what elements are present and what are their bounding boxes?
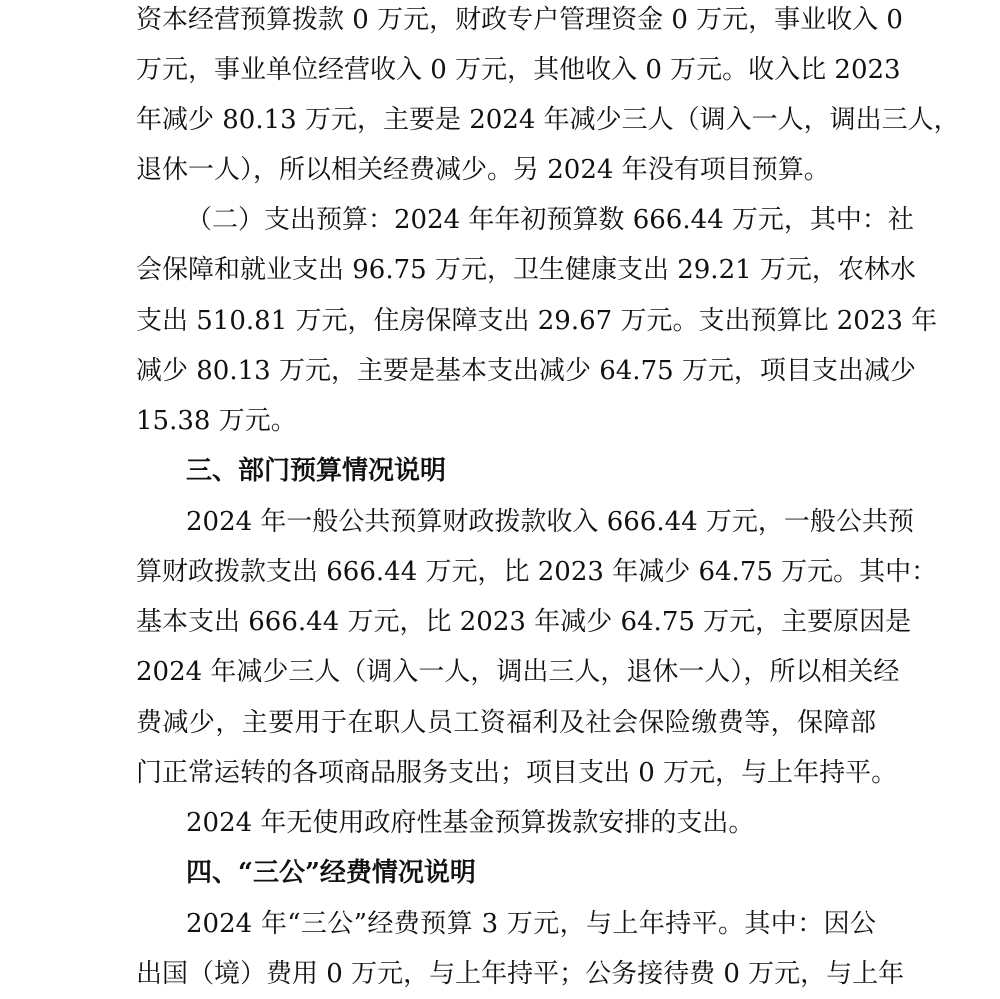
paragraph-line: 算财政拨款支出 666.44 万元，比 2023 年减少 64.75 万元。其中： [136,557,938,587]
section-heading-4: 四、“三公”经费情况说明 [186,858,476,888]
paragraph-line: 年减少 80.13 万元，主要是 2024 年减少三人（调入一人，调出三人， [136,105,960,135]
paragraph-line: 2024 年一般公共预算财政拨款收入 666.44 万元，一般公共预 [186,507,914,537]
paragraph-line: 退休一人），所以相关经费减少。另 2024 年没有项目预算。 [136,155,830,185]
paragraph-line: 费减少，主要用于在职人员工资福利及社会保险缴费等，保障部 [136,708,876,738]
paragraph-line: 2024 年“三公”经费预算 3 万元，与上年持平。其中：因公 [186,909,876,939]
paragraph-line: 基本支出 666.44 万元，比 2023 年减少 64.75 万元，主要原因是 [136,607,912,637]
paragraph-line: 资本经营预算拨款 0 万元，财政专户管理资金 0 万元，事业收入 0 [136,5,903,35]
paragraph-line: 2024 年减少三人（调入一人，调出三人，退休一人），所以相关经 [136,657,900,687]
paragraph-line: 15.38 万元。 [136,406,297,436]
paragraph-line: 出国（境）费用 0 万元，与上年持平；公务接待费 0 万元，与上年 [136,959,905,989]
paragraph-line: 会保障和就业支出 96.75 万元，卫生健康支出 29.21 万元，农林水 [136,255,916,285]
paragraph-line: 万元，事业单位经营收入 0 万元，其他收入 0 万元。收入比 2023 [136,55,901,85]
paragraph-line: 支出 510.81 万元，住房保障支出 29.67 万元。支出预算比 2023 年 [136,306,938,336]
paragraph-line: 门正常运转的各项商品服务支出；项目支出 0 万元，与上年持平。 [136,758,898,788]
paragraph-line: 2024 年无使用政府性基金预算拨款安排的支出。 [186,808,755,838]
paragraph-line: 减少 80.13 万元，主要是基本支出减少 64.75 万元，项目支出减少 [136,356,916,386]
section-heading-3: 三、部门预算情况说明 [186,456,447,486]
section-heading-expenditure: （二）支出预算：2024 年年初预算数 666.44 万元，其中：社 [186,205,914,235]
